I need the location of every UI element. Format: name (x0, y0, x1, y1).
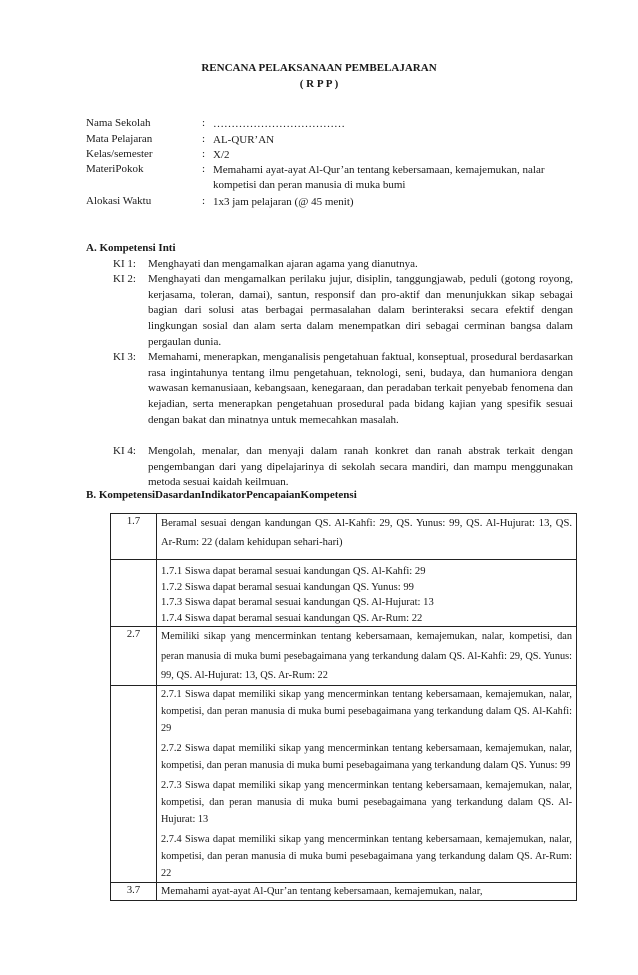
identity-colon: : (202, 117, 206, 129)
document-subtitle: ( R P P ) (299, 78, 339, 90)
identity-label: Kelas/semester (86, 148, 153, 160)
identity-colon: : (202, 163, 206, 175)
kd-cell (157, 627, 577, 686)
table-row (111, 685, 577, 882)
indicator-paragraph: 2.7.2 Siswa dapat memiliki sikap yang mencerminkan tentang kebersamaan, kemajemukan, nalar, kompetisi, dan peran manusia di muka bumi pesebagaimana yang terkandung dalam QS. Yunus: 99 (161, 742, 572, 771)
identity-row (86, 195, 566, 211)
indicator-line: 1.7.3 Siswa dapat beramal sesuai kandungan QS. Al-Hujurat: 13 (161, 597, 434, 609)
ki-label: KI 2: (113, 273, 136, 285)
identity-value: 1x3 jam pelajaran (@ 45 menit) (213, 196, 354, 208)
kd-cell (157, 882, 577, 900)
section-a-heading: A. Kompetensi Inti (86, 242, 176, 254)
kd-text: Beramal sesuai dengan kandungan QS. Al-Kahfi: 29, QS. Yunus: 99, QS. Al-Hujurat: 13, QS. Ar-Rum: 22 (dalam kehidupan sehari-hari) (161, 518, 572, 548)
indicator-line: 1.7.1 Siswa dapat beramal sesuai kandungan QS. Al-Kahfi: 29 (161, 566, 426, 577)
kd-number: 3.7 (111, 882, 157, 900)
kd-text: Memahami ayat-ayat Al-Qur’an tentang kebersamaan, kemajemukan, nalar, (161, 885, 483, 897)
indicator-paragraph: 2.7.3 Siswa dapat memiliki sikap yang mencerminkan tentang kebersamaan, kemajemukan, nalar, kompetisi, dan peran manusia di muka bumi pesebagaimana yang terkandung dalam QS. Al-Hujurat: 13 (161, 779, 572, 825)
kd-number (111, 560, 157, 627)
identity-label: Alokasi Waktu (86, 195, 152, 207)
indicator-paragraph: 2.7.1 Siswa dapat memiliki sikap yang mencerminkan tentang kebersamaan, kemajemukan, nalar, kompetisi, dan peran manusia di muka bumi pesebagaimana yang terkandung dalam QS. Al-Kahfi: 29 (161, 688, 572, 734)
ki-item (113, 257, 573, 273)
kd-cell (157, 514, 577, 560)
ki-item (113, 444, 573, 491)
indicator-cell (157, 685, 577, 882)
document-title: RENCANA PELAKSANAAN PEMBELAJARAN (201, 62, 437, 74)
table-row (111, 514, 577, 560)
ki-label: KI 3: (113, 351, 136, 363)
identity-value: Memahami ayat-ayat Al-Qur’an tentang kebersamaan, kemajemukan, nalar kompetisi dan peran manusia di muka bumi (213, 164, 545, 191)
table-row (111, 627, 577, 686)
ki-label: KI 4: (113, 445, 136, 457)
identity-colon: : (202, 148, 206, 160)
ki-item (113, 272, 573, 351)
ki-text: Memahami, menerapkan, menganalisis pengetahuan faktual, konseptual, prosedural berdasarkan rasa ingintahunya tentang ilmu pengetahuan, teknologi, seni, budaya, dan humaniora dengan wawasan kemanusiaan, kebangsaan, kenegaraan, dan peradaban terkait penyebab fenomena dan kejadian, serta menerapkan pengetahuan prosedural pada bidang kajian yang spesifik sesuai dengan bakat dan minatnya untuk memecahkan masalah. (148, 351, 573, 426)
identity-row (86, 133, 566, 149)
kd-text: Memiliki sikap yang mencerminkan tentang kebersamaan, kemajemukan, nalar, kompetisi, dan peran manusia di muka bumi pesebagaimana yang terkandung dalam QS. Al-Kahfi: 29, QS. Yunus: 99, QS. Al-Hujurat: 13, QS. Ar-Rum: 22 (161, 631, 572, 681)
indicator-paragraph: 2.7.4 Siswa dapat memiliki sikap yang mencerminkan tentang kebersamaan, kemajemukan, nalar, kompetisi, dan peran manusia di muka bumi pesebagaimana yang terkandung dalam QS. Ar-Rum: 22 (161, 833, 572, 879)
identity-row (86, 148, 566, 164)
indicator-line: 1.7.2 Siswa dapat beramal sesuai kandungan QS. Yunus: 99 (161, 581, 414, 593)
section-b-heading: B. KompetensiDasardanIndikatorPencapaianKompetensi (86, 489, 357, 501)
ki-item (113, 350, 573, 429)
identity-colon: : (202, 195, 206, 207)
table-row (111, 560, 577, 627)
identity-label: Mata Pelajaran (86, 133, 153, 145)
identity-value: ……………………………… (213, 118, 345, 130)
identity-row (86, 163, 566, 193)
identity-value: X/2 (213, 149, 230, 161)
ki-text: Menghayati dan mengamalkan ajaran agama yang dianutnya. (148, 258, 418, 270)
identity-row (86, 117, 566, 133)
identity-label: Nama Sekolah (86, 117, 151, 129)
ki-text: Mengolah, menalar, dan menyaji dalam ranah konkret dan ranah abstrak terkait dengan pengembangan dari yang dipelajarinya di sekolah secara mandiri, dan mampu menggunakan metoda sesuai kaidah keilmuan. (148, 445, 573, 489)
kd-number: 1.7 (111, 514, 157, 560)
indicator-cell (157, 560, 577, 627)
identity-value: AL-QUR’AN (213, 134, 275, 146)
table-row (111, 882, 577, 900)
competency-table (110, 513, 577, 901)
kd-number: 2.7 (111, 627, 157, 686)
identity-label: MateriPokok (86, 163, 144, 175)
indicator-line: 1.7.4 Siswa dapat beramal sesuai kandungan QS. Ar-Rum: 22 (161, 612, 423, 624)
identity-colon: : (202, 133, 206, 145)
kd-number (111, 685, 157, 882)
ki-label: KI 1: (113, 258, 136, 270)
ki-text: Menghayati dan mengamalkan perilaku jujur, disiplin, tanggungjawab, peduli (gotong royong, kerjasama, toleran, damai), santun, responsif dan pro-aktif dan menunjukkan sikap sebagai bagian dari solusi atas berbagai permasalahan dalam berinteraksi secara efektif dengan lingkungan sosial dan alam serta dalam menempatkan diri sebagai cerminan bangsa dalam pergaulan dunia. (148, 273, 573, 348)
